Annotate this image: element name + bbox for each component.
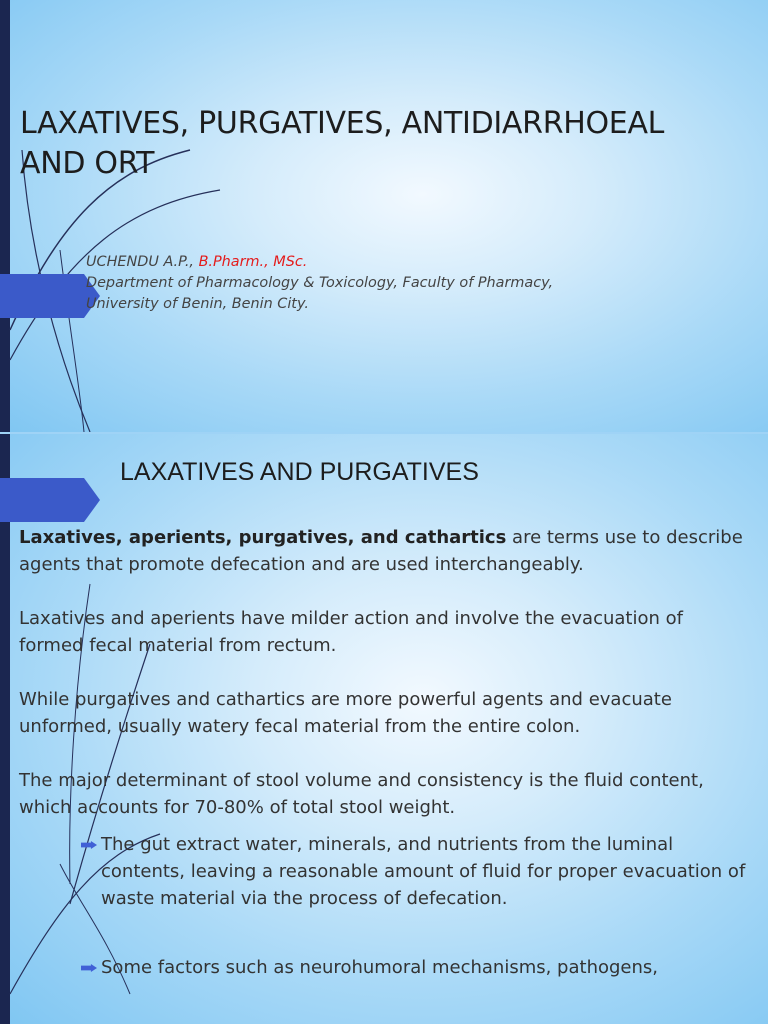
bullet-item [83,954,749,981]
arrow-bullet-icon [81,841,97,849]
paragraph-3: While purgatives and cathartics are more powerful agents and evacuate unformed, usually watery fecal material from the entire colon. [19,689,672,737]
decorative-curves [0,0,768,432]
author-name: UCHENDU A.P., [86,254,199,270]
institution-line [86,294,756,315]
institution-name: University of Benin, Benin City [86,296,305,312]
paragraph-1-bold: Laxatives, aperients, purgatives, and cathartics [19,527,507,548]
title-line-1: LAXATIVES, PURGATIVES, ANTIDIARRHOEAL [20,106,665,141]
author-block [86,252,756,315]
paragraph-4: The major determinant of stool volume and consistency is the fluid content, which accounts for 70-80% of total stool weight. [19,770,704,818]
bullet-text: Some factors such as neurohumoral mechanisms, pathogens, [101,957,658,978]
author-line [86,252,756,273]
bullet-item [83,831,749,912]
bullet-text: The gut extract water, minerals, and nutrients from the luminal contents, leaving a reasonable amount of fluid for proper evacuation of waste material via the process of defecation. [101,834,746,909]
title-line-2: AND ORT [20,146,155,181]
accent-tab [0,478,100,522]
arrow-bullet-icon [81,964,97,972]
content-slide [0,434,768,1024]
presentation-title [20,104,750,184]
paragraph-2: Laxatives and aperients have milder action and involve the evacuation of formed fecal material from rectum. [19,608,683,656]
bullet-list [19,831,749,981]
slide-title: LAXATIVES AND PURGATIVES [120,458,479,486]
paragraph-1-rest: are terms use to describe agents that promote defecation and are used interchangeably. [19,527,743,575]
department-line: Department of Pharmacology & Toxicology, Faculty of Pharmacy, [86,275,554,291]
slide-body [19,524,749,1023]
author-degrees: B.Pharm., MSc. [198,254,308,270]
institution-suffix: . [304,296,309,312]
title-slide [0,0,768,432]
accent-tab [0,274,100,318]
paragraph-1 [19,524,749,578]
